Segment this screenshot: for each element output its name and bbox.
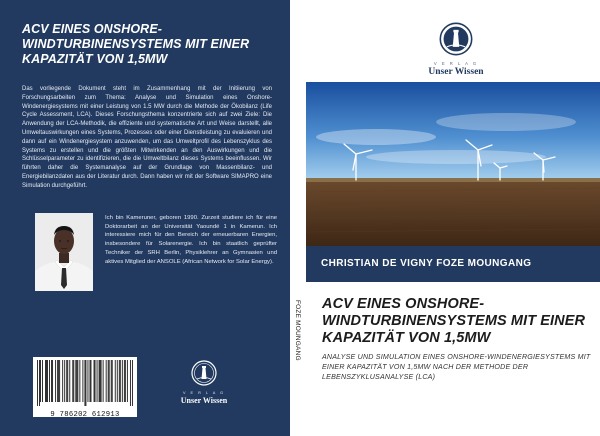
barcode-bar [112,360,113,402]
barcode-bar [88,360,89,402]
barcode-bar [40,360,41,402]
barcode-bar [94,360,95,402]
barcode-bar [66,360,67,402]
barcode-bar [67,360,68,402]
front-title: ACV EINES ONSHORE-WINDTURBINENSYSTEMS MIT EINER KAPAZITÄT VON 1,5MW [322,296,586,346]
barcode-bar [57,360,58,402]
publisher-name: Unser Wissen [428,67,484,77]
spine-author: FOZE MOUNGANG [294,300,301,361]
barcode-bar [125,360,126,402]
front-author: CHRISTIAN DE VIGNY FOZE MOUNGANG [321,258,532,269]
barcode-bar [117,360,118,402]
lighthouse-emblem-icon [191,360,217,386]
barcode-bar [69,360,70,402]
author-section [35,213,275,293]
barcode-bar [90,360,91,402]
back-cover [0,0,290,436]
barcode-bar [101,360,102,402]
barcode-bar [124,360,125,402]
barcode-bar [39,360,40,406]
front-author-band [306,246,600,282]
spine [290,0,306,436]
barcode-bar [52,360,53,402]
author-bio: Ich bin Kameruner, geboren 1990. Zurzeit studiere ich für eine Doktorarbeit an der Universität Yaoundé 1 in Kamerun. Ich interessiere mich für den Bereich der erneuerbaren Energien, insbesondere für Solarenergie. Ich bin staatlich geprüfter Techniker der SRH Berlin, Physiklehrer an Gymnasien und aktives Mitglied der ANSOLE (African Network for Solar Energy). [105,215,277,265]
barcode-bar [58,360,59,402]
back-publisher-logo [168,360,240,405]
barcode-bar [49,360,50,402]
barcode-bar [84,360,85,406]
barcode-bar [76,360,77,402]
barcode-bar [122,360,123,402]
barcode-bar [95,360,96,402]
barcode-bar [42,360,43,402]
barcode-bar [82,360,83,402]
front-subtitle: ANALYSE UND SIMULATION EINES ONSHORE-WINDENERGIESYSTEMS MIT EINER KAPAZITÄT VON 1,5MW NACH DER METHODE DER LEBENSZYKLUSANALYSE (LCA) [322,353,591,381]
barcode-bar [106,360,107,402]
barcode-bar [111,360,112,402]
barcode-bar [100,360,101,402]
barcode-bar [86,360,87,406]
barcode-bar [37,360,38,406]
isbn-digits: 9 786202 612913 [50,411,120,419]
barcode-bar [62,360,63,402]
lighthouse-emblem-icon [439,22,473,56]
barcode-bar [59,360,60,402]
barcode-bar [75,360,76,402]
barcode-bar [103,360,104,402]
back-title: ACV EINES ONSHORE-WINDTURBINENSYSTEMS MIT EINER KAPAZITÄT VON 1,5MW [22,22,250,66]
barcode-bar [130,360,131,406]
barcode-bar [97,360,98,402]
wind-turbine-photo [306,82,600,246]
barcode-bar [120,360,121,402]
author-portrait [35,213,93,291]
barcode-bar [132,360,133,406]
publisher-verlag: V E R L A G [433,61,479,66]
barcode-bar [79,360,80,402]
publisher-name: Unser Wissen [180,396,228,405]
front-publisher-logo [416,22,496,77]
isbn-barcode [37,360,133,406]
barcode-bar [55,360,56,402]
publisher-verlag: V E R L A G [182,391,226,395]
barcode-bar [47,360,48,402]
barcode-bar [99,360,100,402]
barcode-bar [115,360,116,402]
barcode-bar [127,360,128,402]
barcode-bar [108,360,109,402]
barcode-bar [64,360,65,402]
barcode-bar [119,360,120,402]
front-cover [306,0,600,436]
barcode-bar [109,360,110,402]
barcode-area [33,357,137,417]
barcode-bar [46,360,47,402]
barcode-bar [73,360,74,402]
barcode-bar [91,360,92,402]
back-abstract: Das vorliegende Dokument steht im Zusammenhang mit der Initiierung von Forschungsarbeiten zum Thema: Analyse und Simulation eines Onshore-Windenergiesystems mit einer Leistung von 1.5 MW durch die Methode der Ökobilanz (Life Cycle Assessment, LCA). Dieses Forschungsthema konzentrierte sich auf zwei Ziele: Die Anwendung der LCA-Methodik, die effiziente und systematische Art und Weise darstellt, alle Umweltauswirkungen eines Systems, Prozesses oder einer Dienstleistung zu evaluieren und dann auf ein Windenergiesystem anzuwenden, um das Umweltprofil des Lebenszyklus des Systems zu erstellen und die größten Mitwirkenden an den Auswirkungen und die Schlüsselparameter zu identifizieren, die die Umweltbilanz dieses Systems beeinflussen. Wir führten daher die Systemanalyse auf der Grundlage von Massenbilanz- und Energiebilanzdaten aus der Literatur durch. Dann haben wir mit der Software SIMAPRO eine Simulation durchgeführt. [22,86,272,189]
barcode-bar [77,360,78,402]
barcode-bar [45,360,46,402]
barcode-bar [51,360,52,402]
barcode-bar [72,360,73,402]
